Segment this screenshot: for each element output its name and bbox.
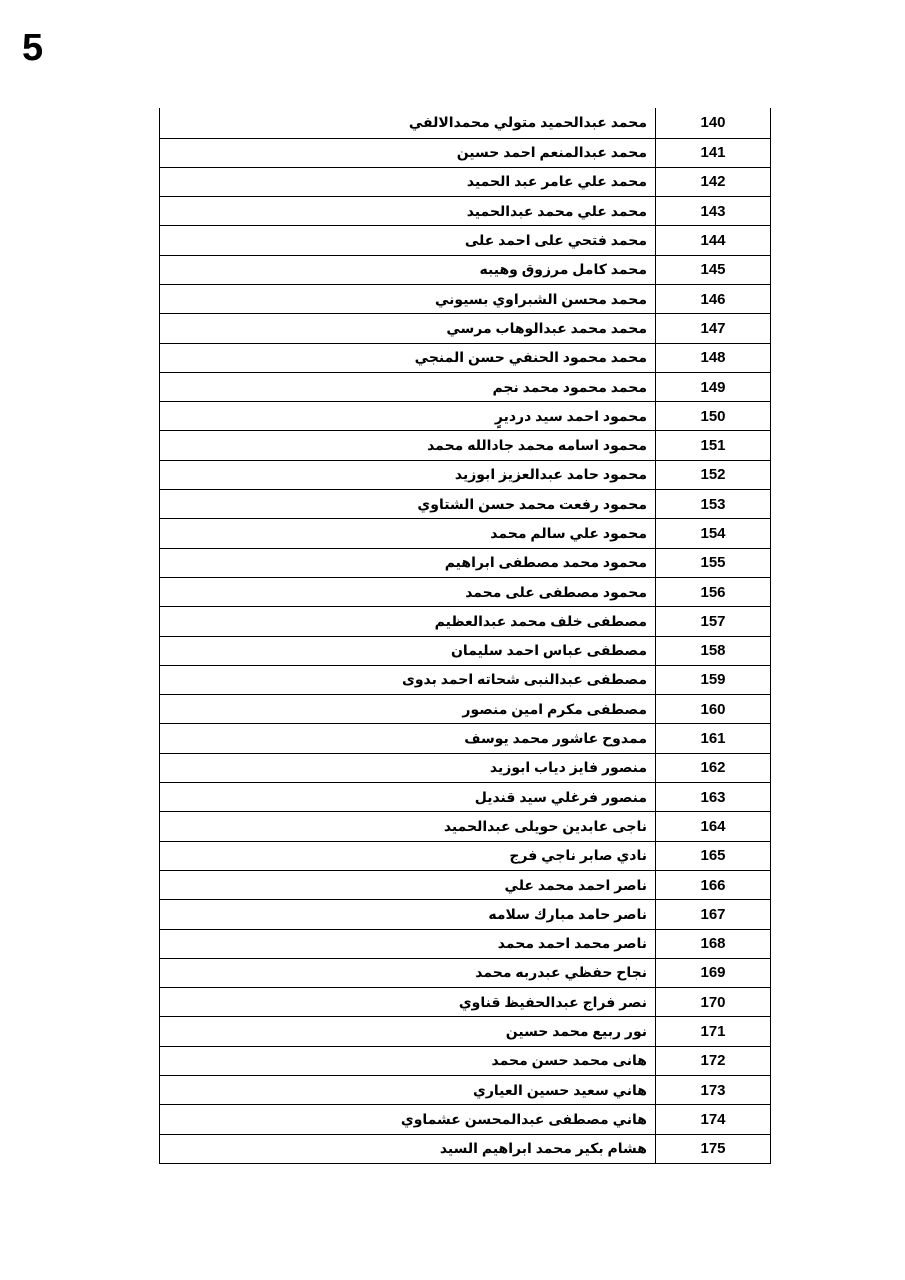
- person-name-cell: ناجى عابدين حويلى عبدالحميد: [160, 812, 656, 841]
- table-row: [160, 841, 771, 870]
- person-name-cell: محمد فتحي على احمد على: [160, 226, 656, 255]
- row-number-cell: 159: [656, 665, 771, 694]
- row-number-cell: 154: [656, 519, 771, 548]
- table-row: [160, 138, 771, 167]
- person-name-cell: محمد عبدالحميد متولي محمدالالفي: [160, 108, 656, 138]
- table-row: [160, 958, 771, 987]
- row-number-cell: 174: [656, 1105, 771, 1134]
- table-row: [160, 1046, 771, 1075]
- row-number-cell: 162: [656, 753, 771, 782]
- row-number-cell: 153: [656, 490, 771, 519]
- row-number-cell: 158: [656, 636, 771, 665]
- table-row: [160, 372, 771, 401]
- row-number-cell: 172: [656, 1046, 771, 1075]
- table-row: [160, 783, 771, 812]
- person-name-cell: ناصر محمد احمد محمد: [160, 929, 656, 958]
- table-row: [160, 900, 771, 929]
- table-row: [160, 284, 771, 313]
- table-row: [160, 314, 771, 343]
- person-name-cell: محمد محمد عبدالوهاب مرسي: [160, 314, 656, 343]
- table-row: [160, 1134, 771, 1163]
- person-name-cell: محمد محمود محمد نجم: [160, 372, 656, 401]
- row-number-cell: 166: [656, 870, 771, 899]
- table-row: [160, 695, 771, 724]
- person-name-cell: محمود اسامه محمد جادالله محمد: [160, 431, 656, 460]
- person-name-cell: هاني سعيد حسين العياري: [160, 1076, 656, 1105]
- names-table-body: [160, 108, 771, 1163]
- table-row: [160, 636, 771, 665]
- person-name-cell: مصطفى خلف محمد عبدالعظيم: [160, 607, 656, 636]
- person-name-cell: هاني مصطفى عبدالمحسن عشماوي: [160, 1105, 656, 1134]
- table-row: [160, 519, 771, 548]
- table-row: [160, 343, 771, 372]
- row-number-cell: 165: [656, 841, 771, 870]
- table-row: [160, 167, 771, 196]
- row-number-cell: 143: [656, 197, 771, 226]
- row-number-cell: 160: [656, 695, 771, 724]
- table-row: [160, 1076, 771, 1105]
- person-name-cell: محمود احمد سيد درديرٍ: [160, 402, 656, 431]
- person-name-cell: ممدوح عاشور محمد يوسف: [160, 724, 656, 753]
- row-number-cell: 147: [656, 314, 771, 343]
- person-name-cell: منصور فرغلي سيد قنديل: [160, 783, 656, 812]
- row-number-cell: 155: [656, 548, 771, 577]
- table-row: [160, 988, 771, 1017]
- person-name-cell: محمد عبدالمنعم احمد حسين: [160, 138, 656, 167]
- row-number-cell: 156: [656, 577, 771, 606]
- person-name-cell: ناصر احمد محمد علي: [160, 870, 656, 899]
- person-name-cell: هشام بكير محمد ابراهيم السيد: [160, 1134, 656, 1163]
- table-row: [160, 870, 771, 899]
- person-name-cell: محمد علي محمد عبدالحميد: [160, 197, 656, 226]
- person-name-cell: نجاح حفظي عبدربه محمد: [160, 958, 656, 987]
- person-name-cell: محمد كامل مرزوق وهيبه: [160, 255, 656, 284]
- table-row: [160, 255, 771, 284]
- row-number-cell: 157: [656, 607, 771, 636]
- person-name-cell: محمد محسن الشبراوي بسيوني: [160, 284, 656, 313]
- row-number-cell: 146: [656, 284, 771, 313]
- row-number-cell: 140: [656, 108, 771, 138]
- person-name-cell: ناصر حامد مبارك سلامه: [160, 900, 656, 929]
- table-row: [160, 548, 771, 577]
- person-name-cell: محمود رفعت محمد حسن الشتاوي: [160, 490, 656, 519]
- row-number-cell: 161: [656, 724, 771, 753]
- table-row: [160, 1105, 771, 1134]
- person-name-cell: نصر فراج عبدالحفيظ قناوي: [160, 988, 656, 1017]
- row-number-cell: 149: [656, 372, 771, 401]
- row-number-cell: 151: [656, 431, 771, 460]
- table-row: [160, 753, 771, 782]
- table-row: [160, 607, 771, 636]
- row-number-cell: 150: [656, 402, 771, 431]
- table-row: [160, 108, 771, 138]
- row-number-cell: 168: [656, 929, 771, 958]
- person-name-cell: مصطفى عبدالنبى شحاته احمد بدوى: [160, 665, 656, 694]
- row-number-cell: 171: [656, 1017, 771, 1046]
- table-row: [160, 1017, 771, 1046]
- page-number: 5: [22, 27, 44, 69]
- table-row: [160, 402, 771, 431]
- person-name-cell: نادي صابر ناجي فرج: [160, 841, 656, 870]
- table-row: [160, 577, 771, 606]
- person-name-cell: مصطفى عباس احمد سليمان: [160, 636, 656, 665]
- row-number-cell: 163: [656, 783, 771, 812]
- row-number-cell: 164: [656, 812, 771, 841]
- table-row: [160, 812, 771, 841]
- row-number-cell: 169: [656, 958, 771, 987]
- row-number-cell: 142: [656, 167, 771, 196]
- row-number-cell: 145: [656, 255, 771, 284]
- person-name-cell: محمود حامد عبدالعزيز ابوزيد: [160, 460, 656, 489]
- table-row: [160, 431, 771, 460]
- table-row: [160, 460, 771, 489]
- row-number-cell: 141: [656, 138, 771, 167]
- row-number-cell: 144: [656, 226, 771, 255]
- table-row: [160, 226, 771, 255]
- table-row: [160, 490, 771, 519]
- person-name-cell: محمد علي عامر عبد الحميد: [160, 167, 656, 196]
- table-row: [160, 929, 771, 958]
- row-number-cell: 175: [656, 1134, 771, 1163]
- person-name-cell: محمد محمود الحنفي حسن المنجي: [160, 343, 656, 372]
- names-table: [159, 108, 771, 1164]
- table-row: [160, 197, 771, 226]
- row-number-cell: 173: [656, 1076, 771, 1105]
- table-row: [160, 665, 771, 694]
- row-number-cell: 152: [656, 460, 771, 489]
- table-row: [160, 724, 771, 753]
- person-name-cell: هانى محمد حسن محمد: [160, 1046, 656, 1075]
- person-name-cell: محمود مصطفى على محمد: [160, 577, 656, 606]
- person-name-cell: نور ربيع محمد حسين: [160, 1017, 656, 1046]
- row-number-cell: 167: [656, 900, 771, 929]
- row-number-cell: 148: [656, 343, 771, 372]
- person-name-cell: منصور فايز دياب ابوزيد: [160, 753, 656, 782]
- person-name-cell: محمود محمد مصطفى ابراهيم: [160, 548, 656, 577]
- person-name-cell: محمود علي سالم محمد: [160, 519, 656, 548]
- row-number-cell: 170: [656, 988, 771, 1017]
- person-name-cell: مصطفى مكرم امين منصور: [160, 695, 656, 724]
